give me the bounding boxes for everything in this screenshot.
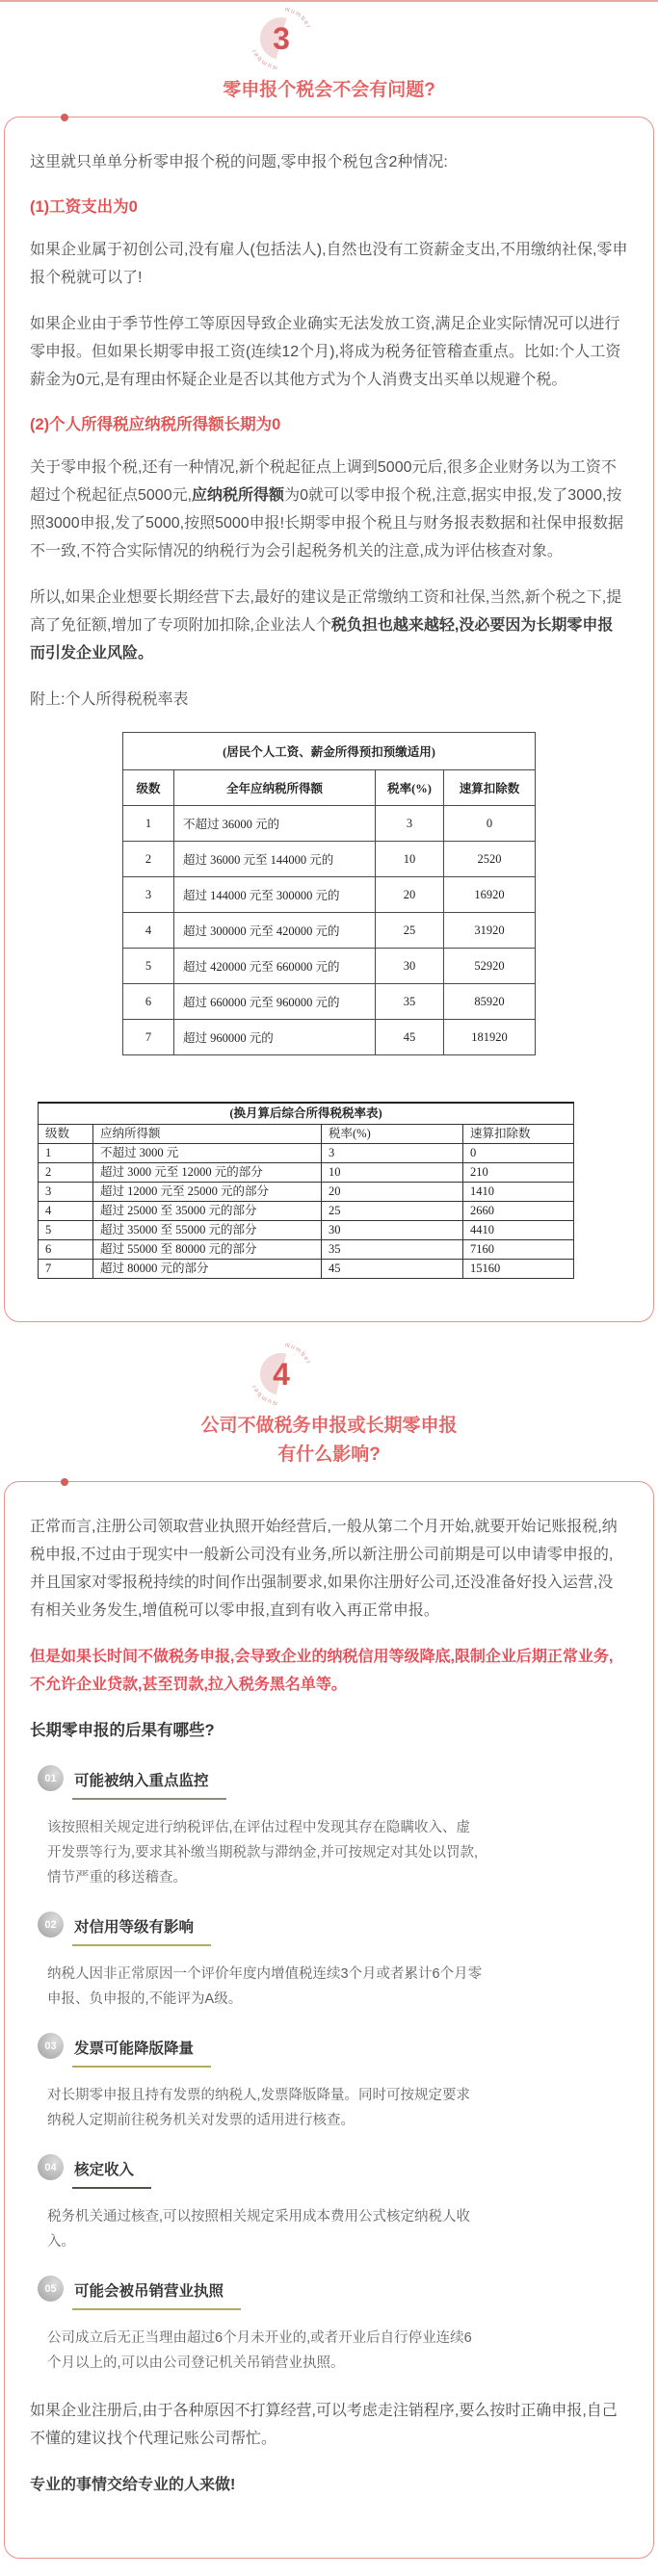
- table-caption: (换月算后综合所得税税率表): [39, 1103, 574, 1125]
- paragraph: [30, 454, 628, 565]
- bold-text-run: 应纳税所得额: [192, 487, 285, 504]
- table-row: 6 超过 660000 元至 960000 元的 35 85920: [123, 984, 536, 1020]
- table-header-row: 级数 应纳所得额 税率(%) 速算扣除数: [39, 1125, 574, 1144]
- tax-rate-table-monthly: [38, 1102, 574, 1279]
- item-title: 可能被纳入重点监控: [72, 1765, 226, 1800]
- table-row: 5 超过 35000 至 55000 元的部分 30 4410: [39, 1221, 574, 1240]
- section-4-content-box: [4, 1481, 654, 2559]
- table-row: 7 超过 80000 元的部分 45 15160: [39, 1260, 574, 1279]
- consequence-item-1: [38, 1765, 628, 1800]
- top-divider: [0, 0, 658, 2]
- table-row: 7 超过 960000 元的 45 181920: [123, 1020, 536, 1055]
- item-title: 对信用等级有影响: [72, 1912, 211, 1946]
- table-row: 4 超过 300000 元至 420000 元的 25 31920: [123, 913, 536, 949]
- paragraph: 如果企业属于初创公司,没有雇人(包括法人),自然也没有工资薪金支出,不用缴纳社保,零申报个税就可以了!: [30, 242, 628, 286]
- table-header-row: 级数 全年应纳税所得额 税率(%) 速算扣除数: [123, 770, 536, 806]
- section-4-header: [0, 1340, 658, 1470]
- item-number-badge: 04: [38, 2154, 64, 2180]
- paragraph: 正常而言,注册公司领取营业执照开始经营后,一般从第二个月开始,就要开始记账报税,纳税申报,不过由于现实中一般新公司没有业务,所以新注册公司前期是可以申请零申报的,并且国家对零报税持续的时间作出强制要求,如果你注册好公司,还没准备好投入运营,没有相关业务发生,增值税可以零申报,直到有收入再正常申报。: [30, 1519, 618, 1619]
- section-4-title-line2: 有什么影响?: [277, 1444, 381, 1465]
- number-badge-3: [250, 8, 312, 69]
- consequence-item-5: [38, 2276, 628, 2310]
- item-title: 核定收入: [72, 2154, 151, 2189]
- table-row: 3 超过 12000 元至 25000 元的部分 20 1410: [39, 1183, 574, 1202]
- item-title: 发票可能降版降量: [72, 2033, 211, 2068]
- item-body: 公司成立后无正当理由超过6个月未开业的,或者开业后自行停业连续6个月以上的,可以由公司登记机关吊销营业执照。: [47, 2330, 472, 2371]
- badge-digit: 4: [272, 1357, 290, 1392]
- table-row: 2 超过 36000 元至 144000 元的 10 2520: [123, 842, 536, 877]
- section-4-title-line1: 公司不做税务申报或长期零申报: [200, 1416, 458, 1436]
- table-caption-row: [123, 733, 536, 770]
- section-3-header: [0, 4, 658, 105]
- item-number-badge: 05: [38, 2276, 64, 2302]
- item-title: 可能会被吊销营业执照: [72, 2276, 241, 2310]
- table-row: 6 超过 55000 至 80000 元的部分 35 7160: [39, 1240, 574, 1260]
- final-note: 专业的事情交给专业的人来做!: [30, 2477, 236, 2493]
- consequence-item-4: [38, 2154, 628, 2189]
- table-row: 5 超过 420000 元至 660000 元的 30 52920: [123, 949, 536, 984]
- paragraph: 如果企业由于季节性停工等原因导致企业确实无法发放工资,满足企业实际情况可以进行零申报。但如果长期零申报工资(连续12个月),将成为税务征管稽查重点。比如:个人工资薪金为0元,是有理由怀疑企业是否以其他方式为个人消费支出买单以规避个税。: [30, 316, 621, 388]
- subsection-2-title: (2)个人所得税应纳税所得额长期为0: [30, 416, 281, 433]
- item-body: 对长期零申报且持有发票的纳税人,发票降版降量。同时可按规定要求纳税人定期前往税务机关对发票的适用进行核查。: [47, 2088, 471, 2128]
- item-number-badge: 02: [38, 1912, 64, 1938]
- table-caption-row: [39, 1103, 574, 1125]
- item-body: 该按照相关规定进行纳税评估,在评估过程中发现其存在隐瞒收入、虚开发票等行为,要求其补缴当期税款与滞纳金,并可按规定对其处以罚款,情节严重的移送稽查。: [47, 1820, 479, 1886]
- number-badge-4: [250, 1343, 312, 1405]
- badge-digit: 3: [272, 21, 290, 56]
- text-run: 关于零申报个税,还有一种情况,新个税起征点上调到5000元后,很多企业财务以为工资不超过个税起征点5000元,: [30, 459, 617, 504]
- bold-text-run: 税负担也越来越轻,没必要因为长期零申报而引发企业风险。: [30, 617, 614, 662]
- table-caption: (居民个人工资、薪金所得预扣预缴适用): [123, 733, 536, 770]
- table-row: 1 不超过 3000 元 3 0: [39, 1144, 574, 1163]
- table-row: 3 超过 144000 元至 300000 元的 20 16920: [123, 877, 536, 913]
- warning-paragraph: 但是如果长时间不做税务申报,会导致企业的纳税信用等级降底,限制企业后期正常业务,不允许企业贷款,甚至罚款,拉入税务黑名单等。: [30, 1649, 614, 1693]
- consequence-item-2: [38, 1912, 628, 1946]
- pin-dot: [61, 1478, 68, 1486]
- section-4-title: [0, 1412, 658, 1470]
- paragraph: [30, 584, 628, 667]
- svg-text:Number Number: Number Number: [250, 1343, 312, 1405]
- tax-rate-table-annual: [122, 732, 536, 1055]
- table-row: 1 不超过 36000 元的 3 0: [123, 806, 536, 842]
- consequence-item-3: [38, 2033, 628, 2068]
- svg-text:Number Number: Number Number: [250, 8, 312, 69]
- consequences-list-title: 长期零申报的后果有哪些?: [30, 1722, 215, 1739]
- section-3-content-box: [4, 117, 654, 1322]
- table-row: 4 超过 25000 至 35000 元的部分 25 2660: [39, 1202, 574, 1221]
- text-run: 为0就可以零申报个税,注意,据实申报,发了3000,按照3000申报,发了5000,按照5000申报!长期零申报个税且与财务报表数据和社保申报数据不一致,不符合实际情况的纳税行为会引起税务机关的注意,成为评估核查对象。: [30, 487, 624, 559]
- number-badge-4-icon: [250, 1343, 312, 1405]
- number-badge-3-icon: [250, 8, 312, 69]
- table-note: 附上:个人所得税税率表: [30, 691, 189, 708]
- intro-paragraph: 这里就只单单分析零申报个税的问题,零申报个税包含2种情况:: [30, 154, 448, 170]
- item-body: 纳税人因非正常原因一个评价年度内增值税连续3个月或者累计6个月零申报、负申报的,不能评为A级。: [47, 1966, 483, 2007]
- text-run: 所以,如果企业想要长期经营下去,最好的建议是正常缴纳工资和社保,当然,新个税之下,提高了免征额,增加了专项附加扣除,企业法人个: [30, 589, 622, 634]
- item-number-badge: 03: [38, 2033, 64, 2059]
- pin-dot: [61, 114, 68, 121]
- item-body: 税务机关通过核查,可以按照相关规定采用成本费用公式核定纳税人收入。: [47, 2209, 471, 2250]
- table-row: 2 超过 3000 元至 12000 元的部分 10 210: [39, 1163, 574, 1183]
- section-3-title: 零申报个税会不会有问题?: [223, 80, 435, 100]
- item-number-badge: 01: [38, 1765, 64, 1791]
- closing-paragraph: 如果企业注册后,由于各种原因不打算经营,可以考虑走注销程序,要么按时正确申报,自己不懂的建议找个代理记账公司帮忙。: [30, 2403, 618, 2447]
- subsection-1-title: (1)工资支出为0: [30, 198, 138, 216]
